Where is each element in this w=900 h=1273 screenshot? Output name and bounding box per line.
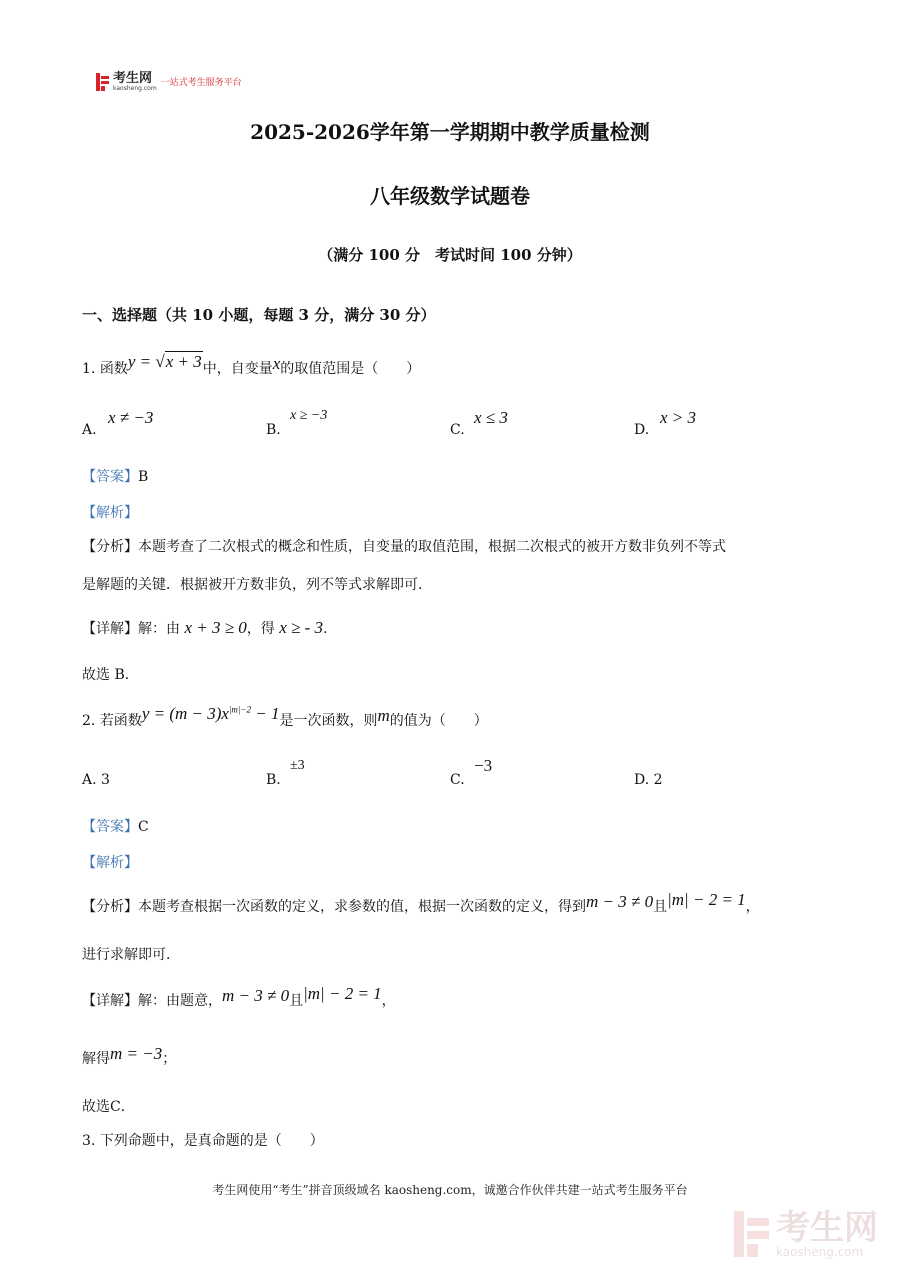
option-d: D.	[634, 422, 650, 438]
question-number: 2.	[82, 713, 96, 729]
answer-value: B	[138, 469, 149, 485]
page-subtitle: 八年级数学试题卷	[370, 184, 530, 208]
analysis-text-2: 是解题的关键．根据被开方数非负，列不等式求解即可．	[82, 577, 432, 593]
option-b-value: ±3	[290, 758, 305, 773]
variable: x	[272, 354, 281, 373]
answer-line	[82, 466, 148, 486]
watermark-domain: kaosheng.com	[776, 1245, 864, 1259]
logo-icon	[96, 73, 110, 91]
watermark-icon	[734, 1211, 770, 1257]
section-heading: 一、选择题（共 10 小题，每题 3 分，满分 30 分）	[82, 306, 436, 324]
detail-text: 【详解】解：由题意，m − 3 ≠ 0且|m| − 2 = 1，	[82, 984, 396, 1009]
formula: $y = (m - 3)x^{|m|-2} - 1$	[141, 704, 280, 723]
option-d-value: x > 3	[660, 408, 697, 427]
question-text: 中，自变量	[202, 361, 273, 377]
watermark-name: 考生网	[776, 1208, 878, 1248]
answer-tag: 【答案】	[82, 469, 138, 485]
detail-text: 【详解】解：由 x + 3 ≥ 0，得 x ≥ - 3．	[82, 618, 338, 637]
page-title: 2025-2026学年第一学期期中教学质量检测	[250, 120, 650, 144]
option-b: B.	[266, 422, 281, 438]
choose-line: 故选 B．	[82, 667, 139, 683]
option-a-value: x ≠ −3	[108, 408, 154, 427]
question-1	[82, 352, 421, 378]
analysis-tag: 【解析】	[82, 505, 138, 521]
option-c-value: x ≤ 3	[474, 408, 508, 427]
answer-line: 【答案】C	[82, 819, 149, 835]
watermark-logo	[734, 1210, 878, 1258]
formula: y = √x + 3	[127, 352, 202, 371]
option-c-value: −3	[474, 756, 493, 775]
question-3: 3. 下列命题中，是真命题的是（ ）	[82, 1133, 324, 1149]
option-b-value: x ≥ −3	[290, 408, 328, 423]
analysis-text-2: 进行求解即可．	[82, 947, 180, 963]
solve-line: 解得m = −3；	[82, 1044, 177, 1067]
analysis-text: 【分析】本题考查根据一次函数的定义，求参数的值，根据一次函数的定义，得到m − 3 ≠ 0且|m| − 2 = 1，	[82, 890, 760, 915]
option-a: A.	[82, 422, 97, 438]
logo-domain: kaosheng.com	[113, 85, 157, 92]
option-a: A. 3	[82, 772, 110, 788]
analysis-tag: 【解析】	[82, 855, 138, 871]
analysis-text: 【分析】本题考查了二次根式的概念和性质，自变量的取值范围，根据二次根式的被开方数非负列不等式	[82, 539, 726, 555]
logo-slogan: 一站式考生服务平台	[160, 77, 242, 88]
question-number: 1.	[82, 361, 96, 377]
exam-info: （满分 100 分 考试时间 100 分钟）	[318, 246, 582, 264]
question-text: 的取值范围是（ ）	[280, 361, 421, 377]
footer-text: 考生网使用“考生”拼音顶级域名 kaosheng.com，诚邀合作伙伴共建一站式考生服务平台	[212, 1183, 688, 1197]
header-logo	[96, 72, 242, 92]
option-c: C.	[450, 772, 465, 788]
question-2: 2. 若函数$y = (m - 3)x^{|m|-2} - 1$是一次函数，则m的值为（ ）	[82, 704, 488, 729]
option-b: B.	[266, 772, 281, 788]
option-d: D. 2	[634, 772, 663, 788]
choose-line: 故选C．	[82, 1099, 135, 1115]
question-text: 函数	[99, 361, 128, 377]
logo-name: 考生网	[113, 71, 153, 86]
option-c: C.	[450, 422, 465, 438]
